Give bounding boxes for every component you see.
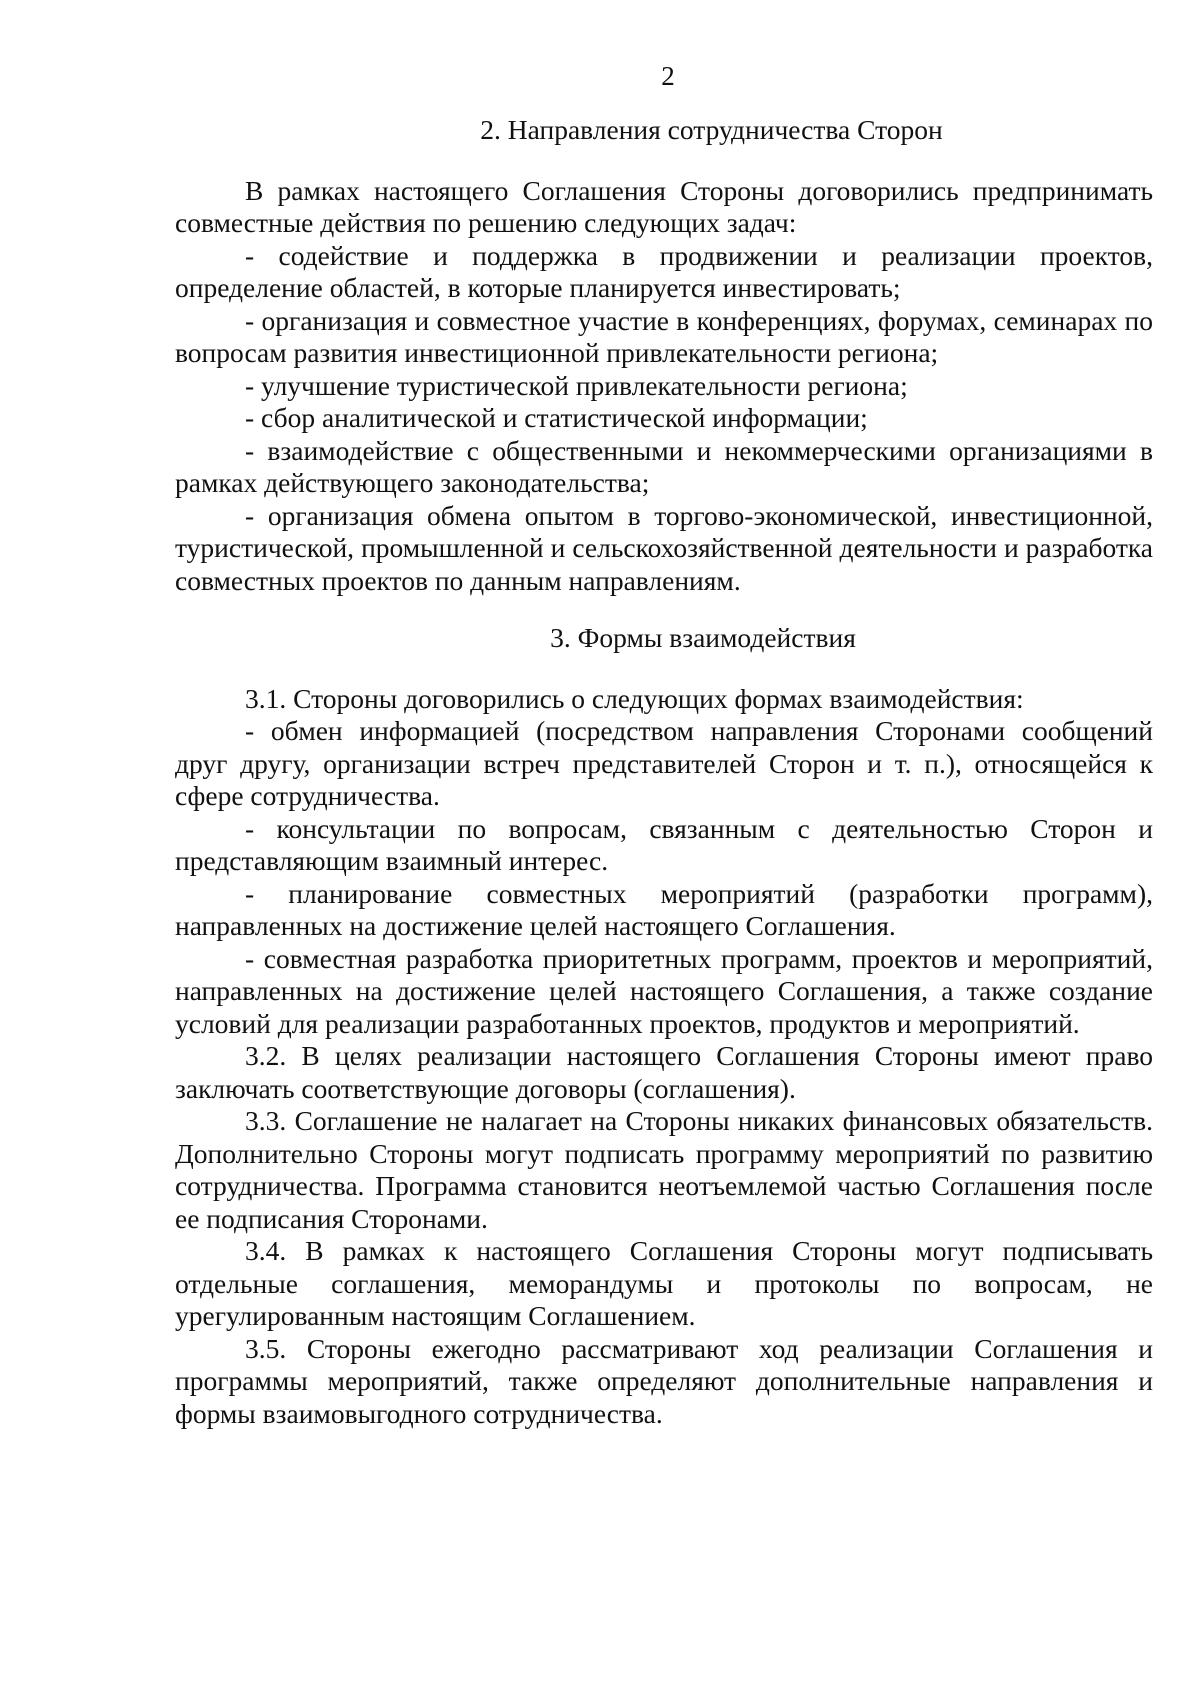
list-item: - содействие и поддержка в продвижении и реализации проектов, определение областей, в которые планируется инвестировать; [175,239,1153,303]
clause-3-3: 3.3. Соглашение не налагает на Стороны никаких финансовых обязательств. Дополнительно Стороны могут подписать программу мероприятий по развитию сотрудничества. Программа становится неотъемлемой частью Соглашения после ее подписания Сторонами. [175,1105,1153,1234]
list-item: - организация обмена опытом в торгово-экономической, инвестиционной, туристической, промышленной и сельскохозяйственной деятельности и разработка совместных проектов по данным направлениям. [175,499,1153,596]
list-item: - улучшение туристической привлекательности региона; [245,369,908,401]
clause-3-2: 3.2. В целях реализации настоящего Соглашения Стороны имеют право заключать соответствующие договоры (соглашения). [175,1040,1153,1104]
document-body [175,114,1153,1430]
section-2-heading: 2. Направления сотрудничества Сторон [480,114,943,145]
section-2-intro: В рамках настоящего Соглашения Стороны договорились предпринимать совместные действия по решению следующих задач: [175,174,1153,238]
list-item: - обмен информацией (посредством направления Сторонами сообщений друг другу, организации встреч представителей Сторон и т. п.), относящейся к сфере сотрудничества. [175,715,1153,811]
section-3-list [175,715,1153,1040]
page-number: 2 [661,61,675,91]
clause-3-1: 3.1. Стороны договорились о следующих формах взаимодействия: [245,682,1024,714]
clause-3-5: 3.5. Стороны ежегодно рассматривают ход реализации Соглашения и программы мероприятий, также определяют дополнительные направления и формы взаимовыгодного сотрудничества. [175,1332,1153,1429]
list-item: - взаимодействие с общественными и некоммерческими организациями в рамках действующего законодательства; [175,434,1153,498]
section-2-list [175,240,1153,598]
clause-3-4: 3.4. В рамках к настоящего Соглашения Стороны могут подписывать отдельные соглашения, меморандумы и протоколы по вопросам, не урегулированным настоящим Соглашением. [175,1235,1153,1331]
list-item: - сбор аналитической и статистической информации; [245,402,868,433]
section-3-heading: 3. Формы взаимодействия [550,622,856,653]
list-item: - консультации по вопросам, связанным с деятельностью Сторон и представляющим взаимный интерес. [175,812,1153,876]
list-item: - организация и совместное участие в конференциях, форумах, семинарах по вопросам развития инвестиционной привлекательности региона; [175,304,1153,368]
list-item: - совместная разработка приоритетных программ, проектов и мероприятий, направленных на достижение целей настоящего Соглашения, а также создание условий для реализации разработанных проектов, продуктов и мероприятий. [175,942,1153,1039]
list-item: - планирование совместных мероприятий (разработки программ), направленных на достижение целей настоящего Соглашения. [175,877,1153,941]
